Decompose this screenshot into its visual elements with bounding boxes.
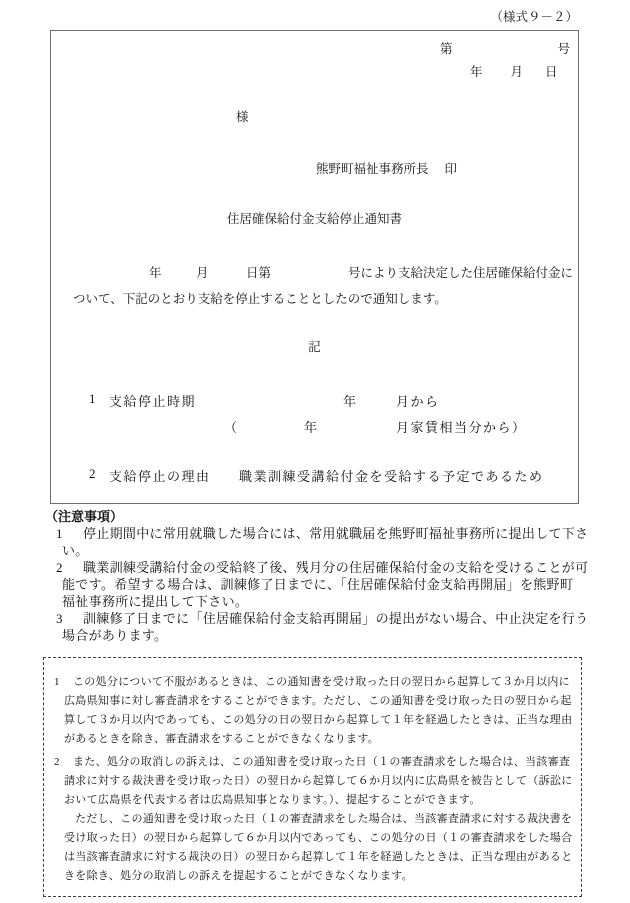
document-title: 住居確保給付金支給停止通知書 xyxy=(226,212,402,226)
item-2-number: 2 xyxy=(89,466,97,481)
item-1-month-from-label: 月から xyxy=(396,394,440,409)
note-line-text: 停止期間中に常用就職した場合には、常用就職届を熊野町福祉事務所に提出して下さ xyxy=(83,526,589,541)
note-line: 能です。希望する場合は、訓練修了日までに、「住居確保給付金支給再開届」を熊野町 xyxy=(62,577,574,592)
item-2-label: 支給停止の理由 xyxy=(109,469,211,484)
notice-box xyxy=(50,30,579,504)
appeal-line xyxy=(54,673,570,689)
notes-heading: （注意事項） xyxy=(45,509,124,524)
appeal-line: きを除き、処分の取消しの訴えを提起することができなくなります。 xyxy=(64,870,413,882)
note-line: 場合があります。 xyxy=(62,628,168,643)
body-month-label: 月 xyxy=(196,266,209,280)
body-day-no-label: 日第 xyxy=(246,266,272,280)
item-1-paren-year-label: 年 xyxy=(304,420,319,435)
seal-placeholder: 印 xyxy=(444,162,458,176)
appeal-line: があるときを除き、審査請求をすることができなくなります。 xyxy=(64,733,380,745)
item-1-paren-open: （ xyxy=(224,420,239,435)
body-line-1 xyxy=(51,263,578,279)
doc-number-prefix: 第 xyxy=(440,42,453,56)
note-line-text: 訓練修了日までに「住居確保給付金支給再開届」の提出がない場合、中止決定を行う xyxy=(83,611,589,626)
item-1-paren-rest: 月家賃相当分から） xyxy=(396,420,527,435)
issue-date-month-label: 月 xyxy=(510,65,524,79)
appeal-line: 受け取った日）の翌日から起算して６か月以内であっても、この処分の日（１の審査請求をした場合 xyxy=(64,832,573,844)
item-1-number: 1 xyxy=(89,391,97,406)
issue-date-year-label: 年 xyxy=(470,65,483,79)
body-line-1-rest: 号により支給決定した住居確保給付金に xyxy=(348,266,574,280)
note-3-number: 3 xyxy=(56,611,63,626)
item-1-year-label: 年 xyxy=(343,394,358,409)
appeal-line-text: また、処分の取消しの訴えは、この通知書を受け取った日（１の審査請求をした場合は、当該審査 xyxy=(73,756,571,768)
note-1-number: 1 xyxy=(56,526,63,541)
form-code-label: （様式９－２） xyxy=(490,10,578,24)
appeal-2-number: 2 xyxy=(54,756,60,768)
record-marker: 記 xyxy=(308,340,321,354)
appeal-line: ただし、この通知書を受け取った日（１の審査請求をした場合は、当該審査請求に対する裁決書を xyxy=(75,813,573,825)
appeal-line: 算して３か月以内であっても、この処分の日の翌日から起算して１年を経過したときは、正当な理由 xyxy=(64,714,573,726)
issue-date-line xyxy=(470,62,558,80)
body-line-2: ついて、下記のとおり支給を停止することとしたので通知します。 xyxy=(73,292,447,306)
sender-name: 熊野町福祉事務所長 xyxy=(316,162,429,176)
appeal-line: おいて広島県を代表する者は広島県知事となります。）、提起することができます。 xyxy=(64,794,481,806)
appeal-notice-box xyxy=(43,657,582,897)
note-line: い。 xyxy=(62,543,89,558)
sender-line xyxy=(316,159,457,177)
doc-number-line xyxy=(440,39,570,57)
appeal-line xyxy=(54,753,570,769)
doc-number-suffix: 号 xyxy=(557,42,571,56)
note-2-number: 2 xyxy=(56,560,63,575)
item-2-value: 職業訓練受講給付金を受給する予定であるため xyxy=(239,469,544,484)
item-1-label: 支給停止時期 xyxy=(109,394,197,409)
item-2-line xyxy=(51,466,578,482)
appeal-line: 請求に対する裁決書を受け取った日）の翌日から起算して６か月以内に広島県を被告として（訴訟に xyxy=(64,775,573,787)
note-line xyxy=(56,523,588,542)
body-year-label: 年 xyxy=(149,266,162,280)
appeal-line: 広島県知事に対し審査請求をすることができます。ただし、この通知書を受け取った日の翌日から起 xyxy=(64,695,572,707)
note-line-text: 職業訓練受講給付金の受給終了後、残月分の住居確保給付金の支給を受けることが可 xyxy=(83,560,589,575)
item-1-line xyxy=(51,391,578,407)
addressee-honorific: 様 xyxy=(236,110,249,124)
appeal-line-text: この処分について不服があるときは、この通知書を受け取った日の翌日から起算して３か月以内に xyxy=(73,676,570,688)
appeal-line: は当該審査請求に対する裁決の日）の翌日から起算して１年を経過したときは、正当な理由があると xyxy=(64,851,573,863)
item-1-paren-line xyxy=(51,417,578,433)
note-line: 福祉事務所に提出して下さい。 xyxy=(62,594,249,609)
issue-date-day-label: 日 xyxy=(545,65,558,79)
appeal-1-number: 1 xyxy=(54,676,60,688)
